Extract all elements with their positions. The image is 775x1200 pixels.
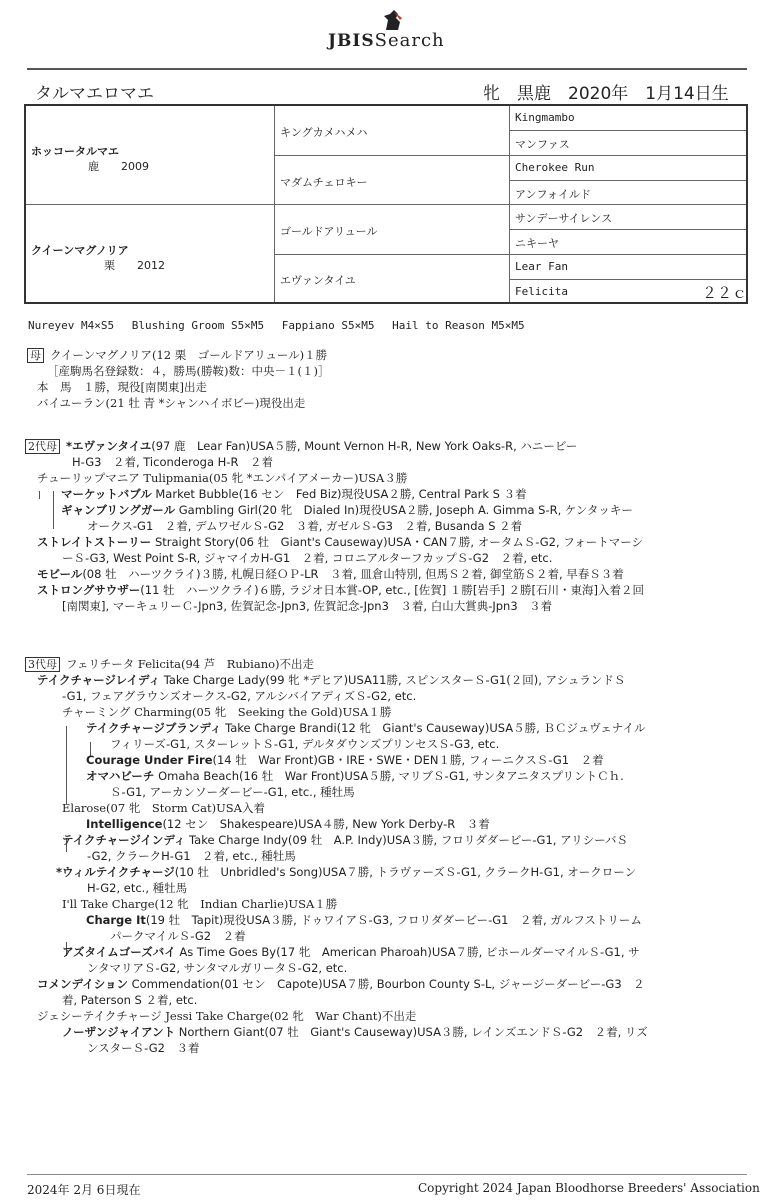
record-text: (12 セン Shakespeare)USA４勝, New York Derby-R ３着 bbox=[162, 817, 490, 831]
gen3-name[interactable]: サンデーサイレンス bbox=[515, 212, 613, 225]
footer-divider bbox=[27, 1174, 747, 1175]
record-line bbox=[25, 598, 765, 614]
record-line bbox=[25, 518, 765, 534]
record-line bbox=[25, 454, 765, 470]
record-text: Northern Giant(07 牡 Giant's Causeway)USA３勝, レインズエンドＳ-G2 ２着, リズ bbox=[175, 1025, 648, 1039]
record-line bbox=[25, 720, 765, 736]
header-divider bbox=[27, 68, 747, 70]
horse-name-link[interactable]: ギャンブリングガール bbox=[61, 503, 176, 517]
record-line bbox=[25, 502, 765, 518]
horse-name-link[interactable]: *エヴァンタイユ bbox=[66, 439, 152, 453]
horse-name-link[interactable]: テイクチャージインディ bbox=[62, 833, 186, 847]
record-text: Ｓ-G1, アーカンソーダービー-G1, etc., 種牡馬 bbox=[110, 785, 355, 799]
horse-name-link[interactable]: アズタイムゴーズバイ bbox=[62, 945, 176, 959]
horse-name-link[interactable]: ストロングサウザー bbox=[37, 583, 141, 597]
horse-name-link[interactable]: マーケットバブル bbox=[61, 487, 152, 501]
record-text: (10 牡 Unbridled's Song)USA７勝, トラヴァーズＳ-G1, クラークH-G1, オークローン bbox=[174, 865, 637, 879]
sire-detail: 鹿 2009 bbox=[88, 160, 149, 173]
footer-date: 2024年 2月 6日現在 bbox=[27, 1183, 141, 1197]
horse-name-link[interactable]: Courage Under Fire bbox=[86, 753, 213, 767]
horse-name-link[interactable]: *ウィルテイクチャージ bbox=[56, 865, 175, 879]
dam-section bbox=[27, 347, 329, 411]
record-line bbox=[25, 470, 765, 486]
dam-line: 本 馬 １勝，現役[南関東]出走 bbox=[37, 380, 207, 394]
dam-line bbox=[27, 347, 329, 363]
horse-name-link[interactable]: テイクチャージレイディ bbox=[37, 673, 161, 687]
sire-name[interactable]: ホッコータルマエ bbox=[31, 145, 119, 158]
record-line bbox=[25, 816, 765, 832]
record-line bbox=[25, 944, 765, 960]
pedigree-row-divider bbox=[509, 180, 746, 181]
record-text: As Time Goes By(17 牝 American Pharoah)USA７勝, ビホールダーマイルＳ-G1, サ bbox=[175, 945, 640, 959]
record-line bbox=[25, 438, 765, 454]
record-line bbox=[25, 928, 765, 944]
logo-main: JBIS bbox=[328, 31, 375, 51]
record-text: Market Bubble(16 セン Fed Biz)現役USA２勝, Central Park S ３着 bbox=[151, 487, 527, 501]
dam-line: バイユーラン(21 牡 青 *シャンハイボビー)現役出走 bbox=[37, 396, 306, 410]
record-line bbox=[25, 582, 765, 598]
inbreeding-line: Nureyev M4×S5 Blushing Groom S5×M5 Fappiano S5×M5 Hail to Reason M5×M5 bbox=[28, 319, 525, 332]
dam-line: ［産駒馬名登録数：４，勝馬(勝鞍)数：中央－１(１)］ bbox=[47, 364, 330, 378]
record-line bbox=[25, 768, 765, 784]
record-text: (08 牡 ハーツクライ)３勝, 札幌日経ＯＰ-LR ３着, 皿倉山特別, 但馬Ｓ２着, 御堂筋Ｓ２着, 早春Ｓ３着 bbox=[82, 567, 624, 581]
record-line bbox=[25, 800, 765, 816]
record-line bbox=[25, 752, 765, 768]
jbis-search-logo[interactable] bbox=[328, 30, 445, 51]
record-line bbox=[25, 550, 765, 566]
record-line bbox=[25, 992, 765, 1008]
record-text: H-G2, etc., 種牡馬 bbox=[87, 881, 188, 895]
record-text: (97 鹿 Lear Fan)USA５勝, Mount Vernon H-R, New York Oaks-R, ハニービー bbox=[151, 439, 578, 453]
record-line bbox=[25, 672, 765, 688]
record-text: オークス-G1 ２着, デムワゼルＳ-G2 ３着, ガゼルＳ-G3 ２着, Busanda S ２着 bbox=[87, 519, 523, 533]
record-line bbox=[25, 486, 765, 502]
gen3-name[interactable]: Lear Fan bbox=[515, 260, 568, 273]
record-text: [南関東], マーキュリーＣ-Jpn3, 佐賀記念-Jpn3, 佐賀記念-Jpn3 ３着, 白山大賞典-Jpn3 ３着 bbox=[62, 599, 553, 613]
pedigree-row-divider bbox=[509, 229, 746, 230]
record-line bbox=[25, 848, 765, 864]
horse-name-link[interactable]: オマハビーチ bbox=[86, 769, 155, 783]
record-line bbox=[25, 784, 765, 800]
horse-name-link[interactable]: コメンデイション bbox=[37, 977, 128, 991]
record-text: ンスターＳ-G2 ３着 bbox=[87, 1041, 200, 1055]
dam-name[interactable]: クイーンマグノリア bbox=[31, 244, 129, 257]
record-text: フィリーズ-G1, スターレットＳ-G1, デルタダウンズプリンセスＳ-G3, etc. bbox=[110, 737, 500, 751]
record-text: ーＳ-G3, West Point S-R, ジャマイカH-G1 ２着, コロニアルターフカップＳ-G2 ２着, etc. bbox=[62, 551, 553, 565]
record-text: フェリチータ Felicita(94 芦 Rubiano)不出走 bbox=[66, 657, 315, 671]
record-text: パークマイルＳ-G2 ２着 bbox=[110, 929, 246, 943]
record-line bbox=[25, 1024, 765, 1040]
horse-name-link[interactable]: モビール bbox=[37, 567, 83, 581]
gen2-name[interactable]: エヴァンタイユ bbox=[280, 274, 356, 287]
record-line bbox=[25, 960, 765, 976]
record-text: Elarose(07 牝 Storm Cat)USA入着 bbox=[62, 801, 265, 815]
record-line bbox=[25, 534, 765, 550]
record-text: ンタマリアＳ-G2, サンタマルガリータＳ-G2, etc. bbox=[87, 961, 348, 975]
gen3-name[interactable]: Felicita bbox=[515, 285, 568, 298]
record-text: Gambling Girl(20 牝 Dialed In)現役USA２勝, Joseph A. Gimma S-R, ケンタッキー bbox=[175, 503, 633, 517]
horse-name-link[interactable]: ノーザンジャイアント bbox=[62, 1025, 176, 1039]
third-dam-tag: 3代母 bbox=[25, 657, 60, 672]
record-line bbox=[25, 704, 765, 720]
horse-name-link[interactable]: テイクチャージブランディ bbox=[86, 721, 222, 735]
third-dam-section bbox=[25, 656, 765, 1056]
record-text: (19 牡 Tapit)現役USA３勝, ドゥワイアＳ-G3, フロリダダービー-G1 ２着, ガルフストリーム bbox=[145, 913, 642, 927]
horse-name: タルマエロマエ bbox=[35, 84, 154, 104]
record-text: チャーミング Charming(05 牝 Seeking the Gold)USA１勝 bbox=[62, 705, 392, 719]
record-text: Straight Story(06 牡 Giant's Causeway)USA・CAN７勝, オータムＳ-G2, フォートマーシ bbox=[151, 535, 644, 549]
record-line bbox=[25, 864, 765, 880]
second-dam-tag: 2代母 bbox=[25, 439, 60, 454]
record-text: Take Charge Brandi(12 牝 Giant's Causeway)USA５勝, ＢＣジュヴェナイル bbox=[221, 721, 646, 735]
record-text: (11 牡 ハーツクライ)６勝, ラジオ日本賞-OP, etc., [佐賀] １勝[岩手] ２勝[石川・東海]入着２回 bbox=[140, 583, 644, 597]
gen2-name[interactable]: キングカメハメハ bbox=[280, 126, 368, 139]
horse-info: 牝 黒鹿 2020年 1月14日生 bbox=[483, 84, 729, 104]
record-text: ジェシーテイクチャージ Jessi Take Charge(02 牝 War Chant)不出走 bbox=[37, 1009, 417, 1023]
horse-name-link[interactable]: Intelligence bbox=[86, 817, 163, 831]
record-text: -G2, クラークH-G1 ２着, etc., 種牡馬 bbox=[87, 849, 296, 863]
record-text: クイーンマグノリア(12 栗 ゴールドアリュール)１勝 bbox=[50, 348, 328, 362]
record-line bbox=[25, 976, 765, 992]
gen3-name[interactable]: アンフォイルド bbox=[515, 188, 592, 201]
record-line bbox=[25, 896, 765, 912]
record-text: I'll Take Charge(12 牝 Indian Charlie)USA１勝 bbox=[62, 897, 338, 911]
record-text: 着, Paterson S ２着, etc. bbox=[62, 993, 198, 1007]
gen2-name[interactable]: マダムチェロキー bbox=[280, 176, 368, 189]
record-text: Commendation(01 セン Capote)USA７勝, Bourbon County S-L, ジャージーダービー-G3 ２ bbox=[127, 977, 645, 991]
record-line bbox=[25, 1040, 765, 1056]
record-line bbox=[25, 912, 765, 928]
record-text: Omaha Beach(16 牡 War Front)USA５勝, マリブＳ-G1, サンタアニタスプリントＣｈ. bbox=[154, 769, 624, 783]
record-line bbox=[25, 736, 765, 752]
dam-tag: 母 bbox=[27, 348, 44, 363]
gen3-name[interactable]: Kingmambo bbox=[515, 111, 575, 124]
record-text: (14 牡 War Front)GB・IRE・SWE・DEN１勝, フィーニクスＳ-G1 ２着 bbox=[212, 753, 604, 767]
logo-sub: Search bbox=[374, 30, 445, 51]
record-line bbox=[25, 1008, 765, 1024]
record-text: Take Charge Indy(09 牡 A.P. Indy)USA３勝, フロリダダービー-G1, アリシーバＳ bbox=[185, 833, 629, 847]
pedigree-table bbox=[24, 104, 748, 304]
footer-copyright: Copyright 2024 Japan Bloodhorse Breeders' Association bbox=[418, 1181, 760, 1195]
gen3-name[interactable]: ニキーヤ bbox=[515, 237, 559, 250]
record-line bbox=[25, 688, 765, 704]
horse-name-link[interactable]: Charge It bbox=[86, 913, 146, 927]
pedigree-row-divider bbox=[509, 279, 746, 280]
pedigree-row-divider bbox=[509, 130, 746, 131]
record-text: H-G3 ２着, Ticonderoga H-R ２着 bbox=[72, 455, 273, 469]
record-text: チューリップマニア Tulipmania(05 牝 *エンパイアメーカー)USA３勝 bbox=[37, 471, 408, 485]
horse-name-link[interactable]: ストレイトストーリー bbox=[37, 535, 152, 549]
pedigree-row-divider bbox=[26, 204, 746, 205]
family-number: ２２ｃ bbox=[702, 284, 748, 302]
record-line bbox=[25, 832, 765, 848]
dam-detail: 栗 2012 bbox=[104, 259, 165, 272]
gen3-name[interactable]: マンファス bbox=[515, 138, 570, 151]
gen3-name[interactable]: Cherokee Run bbox=[515, 161, 595, 174]
record-line bbox=[25, 566, 765, 582]
pedigree-row-divider bbox=[274, 155, 746, 156]
record-line bbox=[25, 880, 765, 896]
gen2-name[interactable]: ゴールドアリュール bbox=[280, 225, 378, 238]
record-text: Take Charge Lady(99 牝 *デヒア)USA11勝, スピンスターＳ-G1(２回), アシュランドＳ bbox=[160, 673, 626, 687]
second-dam-section bbox=[25, 438, 765, 614]
pedigree-row-divider bbox=[274, 254, 746, 255]
record-line bbox=[25, 656, 765, 672]
record-text: -G1, フェアグラウンズオークス-G2, アルシバイアディズＳ-G2, etc. bbox=[62, 689, 417, 703]
